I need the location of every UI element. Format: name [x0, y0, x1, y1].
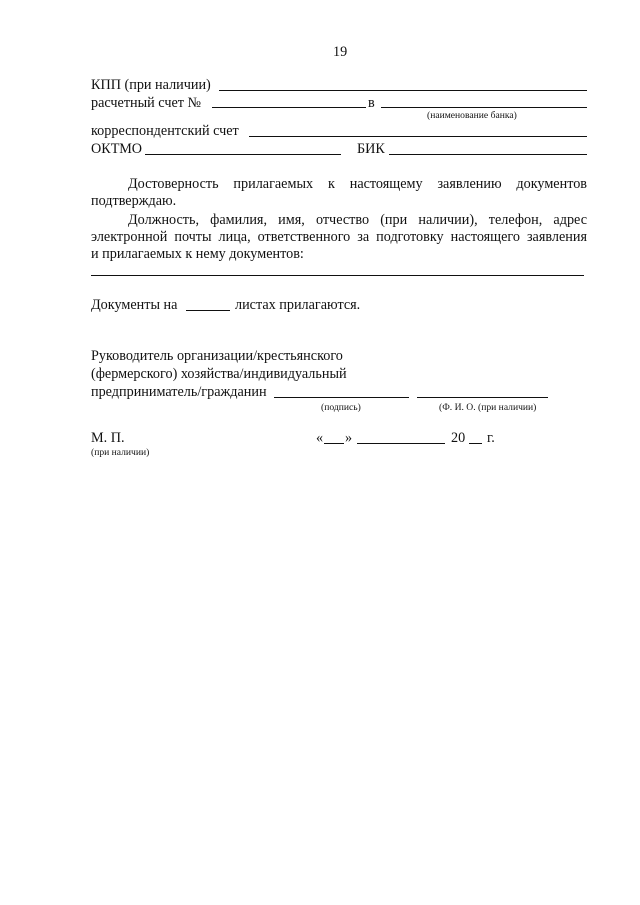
confirm-line-2: подтверждаю.	[91, 193, 177, 209]
signature-line-1: Руководитель организации/крестьянского	[91, 348, 343, 364]
signature-line-2: (фермерского) хозяйства/индивидуальный	[91, 366, 347, 382]
corr-account-label: корреспондентский счет	[91, 123, 239, 139]
oktmo-label: ОКТМО	[91, 141, 143, 157]
bik-field[interactable]	[389, 154, 587, 155]
date-year-field[interactable]	[469, 443, 482, 444]
kpp-label: КПП (при наличии)	[91, 77, 211, 93]
kpp-field[interactable]	[219, 90, 587, 91]
responsible-line-1: Должность, фамилия, имя, отчество (при наличии), телефон, адрес	[128, 212, 587, 228]
date-close-quote: »	[345, 430, 353, 446]
bik-label: БИК	[357, 141, 385, 157]
account-label: расчетный счет №	[91, 95, 202, 111]
page-number: 19	[333, 44, 348, 60]
full-name-caption: (Ф. И. О. (при наличии)	[439, 402, 537, 413]
attached-after: листах прилагаются.	[235, 297, 361, 313]
corr-account-field[interactable]	[249, 136, 587, 137]
signature-field[interactable]	[274, 397, 409, 398]
date-year-prefix: 20	[451, 430, 466, 446]
date-month-field[interactable]	[357, 443, 445, 444]
sheets-count-field[interactable]	[186, 310, 230, 311]
responsible-line-2: электронной почты лица, ответственного за подготовку настоящего заявления	[91, 229, 587, 245]
date-year-suffix: г.	[487, 430, 495, 446]
responsible-line-3: и прилагаемых к нему документов:	[91, 246, 304, 262]
stamp-label: М. П.	[91, 430, 125, 446]
confirm-line-1: Достоверность прилагаемых к настоящему заявлению документов	[128, 176, 587, 192]
date-day-field[interactable]	[324, 443, 344, 444]
account-field[interactable]	[212, 107, 366, 108]
full-name-field[interactable]	[417, 397, 548, 398]
date-open-quote: «	[316, 430, 324, 446]
oktmo-field[interactable]	[145, 154, 341, 155]
signature-line-3: предприниматель/гражданин	[91, 384, 267, 400]
signature-caption: (подпись)	[321, 402, 361, 413]
bank-name-field[interactable]	[381, 107, 587, 108]
stamp-caption: (при наличии)	[91, 447, 150, 458]
bank-in-label: в	[368, 95, 375, 111]
confirm-paragraph	[91, 176, 587, 210]
bank-name-caption: (наименование банка)	[427, 110, 517, 121]
responsible-field[interactable]	[91, 275, 584, 276]
attached-before: Документы на	[91, 297, 178, 313]
responsible-paragraph	[91, 212, 587, 263]
